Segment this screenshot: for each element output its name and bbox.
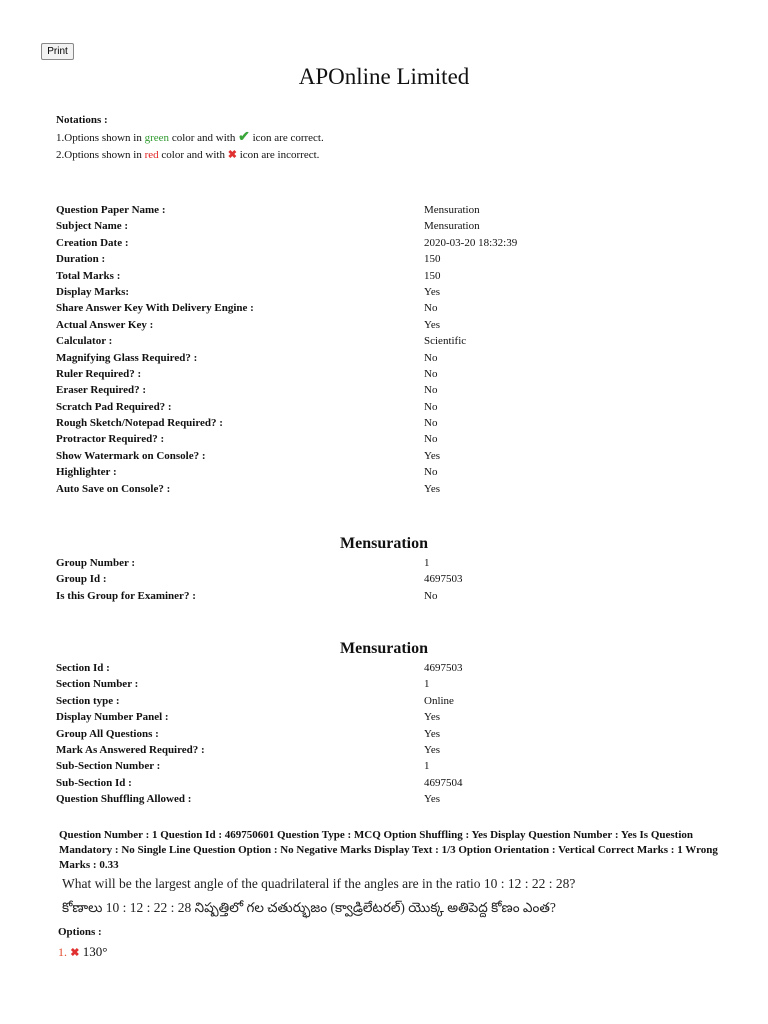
field-label: Is this Group for Examiner? :	[56, 589, 196, 602]
notations	[56, 112, 324, 164]
field-value: 4697503	[424, 573, 463, 586]
field-value: 1	[424, 678, 430, 691]
field-label: Section type :	[56, 694, 120, 707]
question-text-telugu: కోణాలు 10 : 12 : 22 : 28 నిష్పత్తిలో గల చతుర్భుజం (క్వాడ్రిలేటరల్) యొక్క అతిపెద్ద కోణం ఎంత?	[62, 900, 556, 915]
field-value: Online	[424, 694, 454, 707]
field-value: No	[424, 433, 438, 446]
field-label: Group All Questions :	[56, 727, 159, 740]
field-value: Yes	[424, 743, 441, 756]
notation-green-word: green	[144, 132, 170, 144]
field-label: Mark As Answered Required? :	[56, 743, 205, 756]
check-icon: ✔	[238, 130, 250, 145]
field-value: No	[424, 302, 438, 315]
notation-incorrect-suffix: icon are incorrect.	[236, 149, 320, 161]
notation-incorrect	[56, 147, 324, 164]
option-1	[58, 944, 107, 960]
field-value: Yes	[424, 727, 441, 740]
field-label: Sub-Section Number :	[56, 760, 161, 773]
notation-incorrect-middle: color and with	[158, 149, 228, 161]
notation-correct-middle: color and with	[169, 132, 239, 144]
field-label: Question Shuffling Allowed :	[56, 793, 192, 806]
field-value: No	[424, 400, 438, 413]
field-label: Display Number Panel :	[56, 711, 169, 724]
notation-correct	[56, 129, 324, 147]
field-label: Highlighter :	[56, 466, 117, 479]
section-title: Mensuration	[340, 640, 428, 657]
notation-correct-suffix: icon are correct.	[249, 132, 324, 144]
question-text-english: What will be the largest angle of the quadrilateral if the angles are in the ratio 10 : 12 : 22 : 28?	[62, 876, 576, 891]
field-value: 1	[424, 557, 430, 569]
question-meta: Question Number : 1 Question Id : 469750601 Question Type : MCQ Option Shuffling : Yes Display Question Number : Yes Is Question Mandatory : No Single Line Question Option : No Negative Marks Display Text : 1/3 Option Orientation : Vertical Correct Marks : 1 Wrong Marks : 0.33	[59, 829, 718, 871]
field-value: 150	[424, 253, 441, 266]
notations-heading: Notations :	[56, 114, 108, 126]
field-value: Yes	[424, 711, 441, 724]
field-value: No	[424, 351, 438, 364]
field-label: Protractor Required? :	[56, 433, 165, 446]
field-value: 150	[424, 269, 441, 282]
field-label: Duration :	[56, 253, 106, 266]
field-label: Sub-Section Id :	[56, 776, 132, 789]
option-number: 1.	[58, 945, 67, 959]
group-title: Mensuration	[340, 535, 428, 552]
field-value: Yes	[424, 482, 441, 495]
cross-icon: ✖	[70, 947, 80, 959]
option-text: 130°	[82, 944, 108, 959]
field-value: Mensuration	[424, 220, 480, 233]
field-label: Question Paper Name :	[56, 204, 166, 216]
field-value: No	[424, 367, 438, 380]
notation-red-word: red	[144, 149, 159, 161]
notation-correct-prefix: 1.Options shown in	[56, 132, 145, 144]
field-label: Share Answer Key With Delivery Engine :	[56, 302, 254, 315]
field-label: Group Number :	[56, 557, 136, 569]
field-value: Yes	[424, 318, 441, 331]
field-label: Scratch Pad Required? :	[56, 400, 172, 413]
field-label: Eraser Required? :	[56, 384, 147, 397]
options-heading: Options :	[58, 926, 102, 938]
field-value: No	[424, 589, 438, 602]
notation-incorrect-prefix: 2.Options shown in	[56, 149, 145, 161]
field-value: No	[424, 384, 438, 397]
field-label: Group Id :	[56, 573, 107, 586]
field-value: Scientific	[424, 335, 467, 348]
print-button[interactable]: Print	[41, 43, 74, 60]
field-value: No	[424, 417, 438, 430]
field-label: Creation Date :	[56, 236, 129, 249]
field-value: 1	[424, 760, 430, 773]
page-title: APOnline Limited	[298, 64, 470, 89]
field-value: Yes	[424, 449, 441, 462]
field-label: Subject Name :	[56, 220, 129, 233]
field-label: Section Number :	[56, 678, 139, 691]
field-label: Calculator :	[56, 335, 113, 348]
field-label: Section Id :	[56, 662, 110, 674]
field-value: Yes	[424, 285, 441, 298]
field-label: Show Watermark on Console? :	[56, 449, 206, 462]
field-label: Display Marks:	[56, 285, 130, 298]
field-label: Magnifying Glass Required? :	[56, 351, 198, 364]
field-value: 4697504	[424, 776, 463, 789]
field-label: Actual Answer Key :	[56, 318, 154, 331]
cross-icon: ✖	[227, 149, 237, 161]
field-value: 2020-03-20 18:32:39	[424, 236, 518, 249]
field-value: 4697503	[424, 662, 463, 674]
field-label: Total Marks :	[56, 269, 121, 282]
field-value: Yes	[424, 793, 441, 806]
field-label: Auto Save on Console? :	[56, 482, 171, 495]
field-label: Rough Sketch/Notepad Required? :	[56, 417, 223, 430]
field-value: No	[424, 466, 438, 479]
field-label: Ruler Required? :	[56, 367, 142, 380]
field-value: Mensuration	[424, 204, 480, 216]
